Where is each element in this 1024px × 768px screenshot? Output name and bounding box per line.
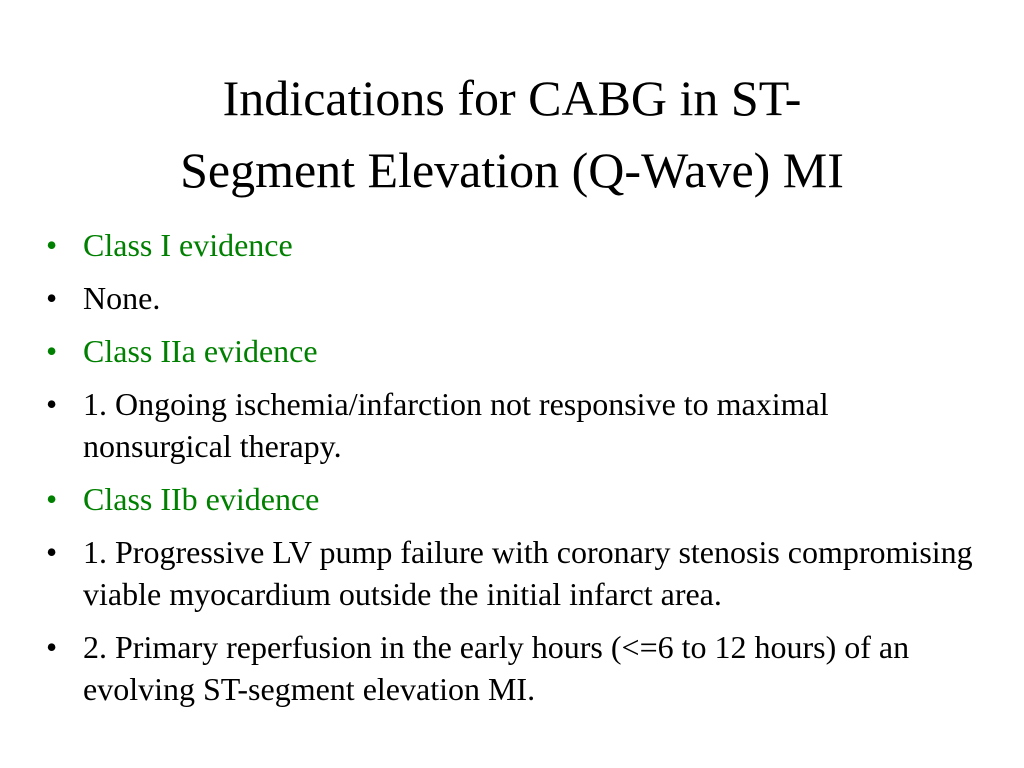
bullet-text: 1. Progressive LV pump failure with coronary stenosis compromising viable myocardium outside the initial infarct area. (83, 534, 973, 612)
bullet-text: Class IIa evidence (83, 333, 318, 369)
bullet-dot-icon: • (46, 333, 58, 369)
bullet-dot-icon: • (46, 481, 58, 517)
bullet-text: 1. Ongoing ischemia/infarction not responsive to maximal nonsurgical therapy. (83, 386, 829, 464)
bullet-text: Class IIb evidence (83, 481, 320, 517)
bullet-dot-icon: • (46, 280, 58, 316)
slide-title-line-2: Segment Elevation (Q-Wave) MI (180, 142, 844, 198)
bullet-list (40, 224, 980, 721)
bullet-class-iib-heading (40, 478, 980, 520)
bullet-dot-icon: • (46, 386, 58, 422)
bullet-dot-icon: • (46, 534, 58, 570)
slide-title (60, 62, 964, 206)
bullet-text: Class I evidence (83, 227, 293, 263)
bullet-class-i-heading (40, 224, 980, 266)
bullet-class-iib-item-1 (40, 531, 980, 615)
bullet-dot-icon: • (46, 629, 58, 665)
bullet-class-iia-item-1 (40, 383, 980, 467)
bullet-text: 2. Primary reperfusion in the early hours (<=6 to 12 hours) of an evolving ST-segment elevation MI. (83, 629, 910, 707)
bullet-text: None. (83, 280, 161, 316)
bullet-dot-icon: • (46, 227, 58, 263)
bullet-class-iia-heading (40, 330, 980, 372)
bullet-class-iib-item-2 (40, 626, 980, 710)
bullet-class-i-item (40, 277, 980, 319)
slide-title-line-1: Indications for CABG in ST- (222, 70, 802, 126)
